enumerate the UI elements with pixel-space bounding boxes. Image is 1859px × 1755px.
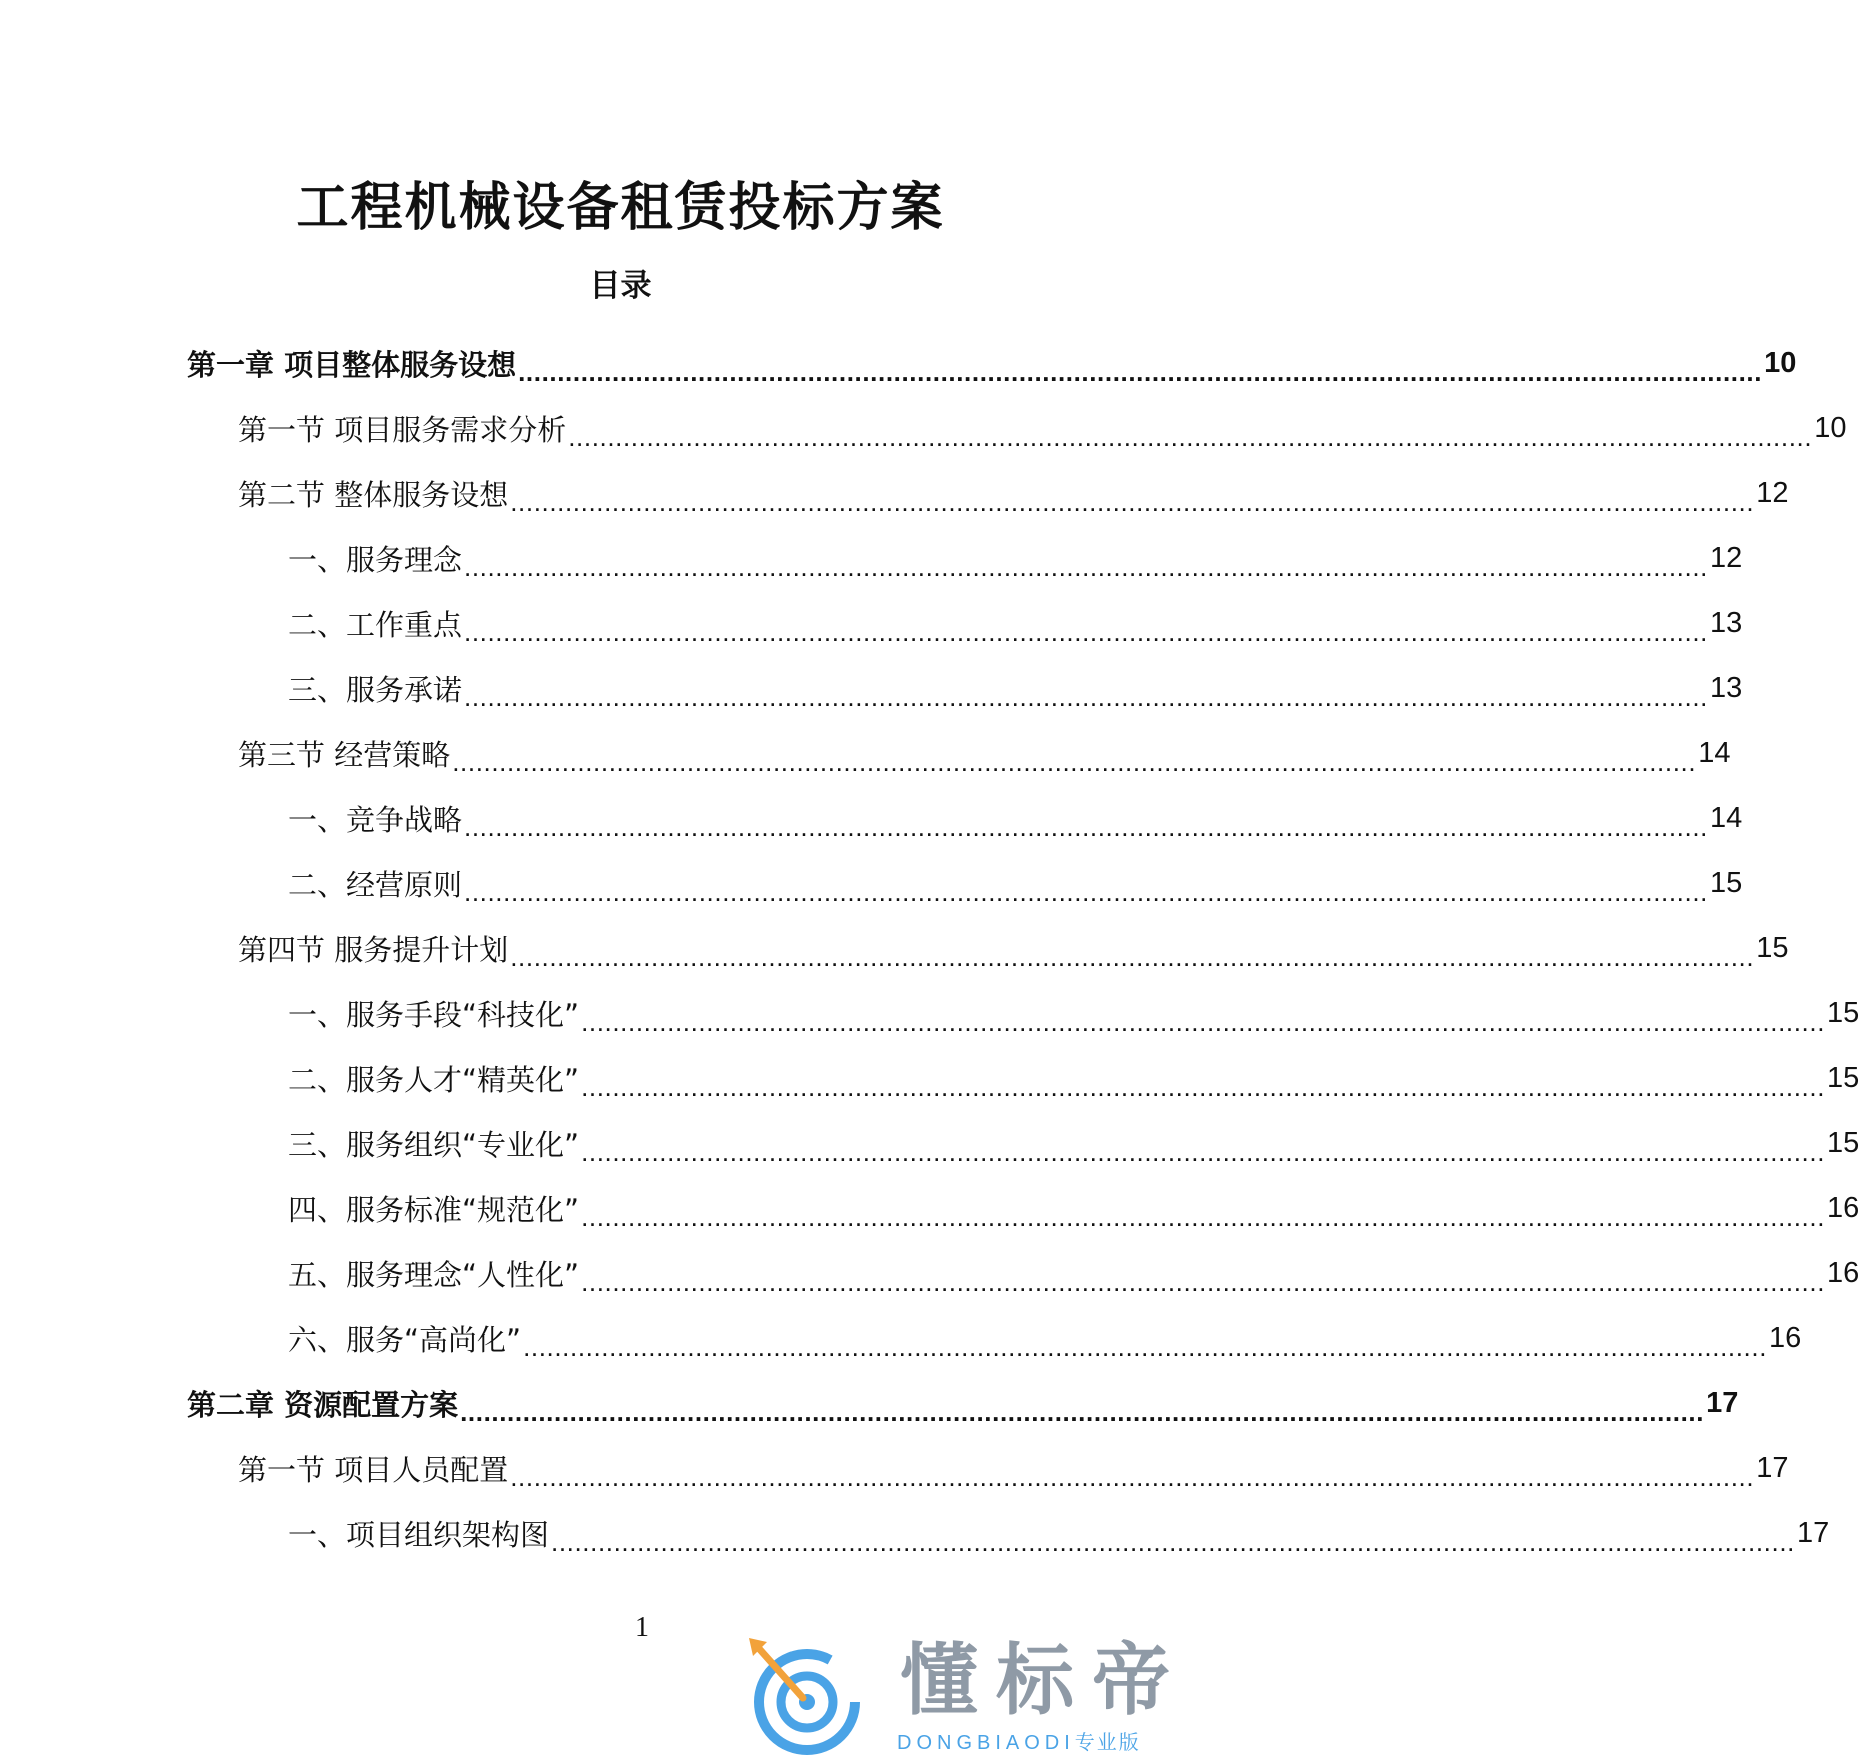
toc-entry-page: 16: [1827, 1257, 1859, 1289]
toc-entry[interactable]: [187, 461, 1789, 526]
toc-entry-label: 第一章 项目整体服务设想: [187, 348, 517, 382]
toc-entry-label: 六、服务“高尚化”: [288, 1323, 522, 1357]
toc-entry-page: 15: [1827, 997, 1859, 1029]
toc-entry-label: 一、服务理念: [288, 543, 463, 577]
toc-leader-dots: ...............................................................................................................................................................: [452, 747, 1697, 777]
toc-entry-page: 17: [1756, 1452, 1789, 1484]
toc-entry-page: 15: [1827, 1062, 1859, 1094]
toc-leader-dots: ...............................................................................................................................................................: [464, 812, 1708, 842]
toc-entry-page: 15: [1709, 867, 1743, 899]
toc-entry-page: 17: [1796, 1517, 1830, 1549]
toc-entry[interactable]: [187, 1111, 1859, 1176]
toc-entry-page: 10: [1814, 412, 1847, 444]
toc-entry[interactable]: [187, 1176, 1859, 1241]
toc-leader-dots: ...............................................................................................................................................................: [510, 1462, 1755, 1492]
toc-entry-label: 第三节 经营策略: [238, 738, 451, 772]
toc-leader-dots: ...............................................................................................................................................................: [581, 1267, 1826, 1297]
toc-leader-dots: ...............................................................................................................................................................: [581, 1137, 1826, 1167]
toc-entry[interactable]: [187, 916, 1789, 981]
toc-leader-dots: ...............................................................................................................................................................: [518, 357, 1763, 387]
toc-entry-page: 13: [1709, 672, 1743, 704]
toc-entry-page: 15: [1827, 1127, 1859, 1159]
page-number: 1: [635, 1612, 649, 1643]
toc-entry[interactable]: [187, 1371, 1739, 1436]
toc-leader-dots: ...............................................................................................................................................................: [551, 1527, 1795, 1557]
toc-entry-label: 五、服务理念“人性化”: [288, 1258, 580, 1292]
watermark-subtitle: [897, 1726, 1141, 1755]
toc-leader-dots: ...............................................................................................................................................................: [464, 552, 1708, 582]
watermark-brand-name: 懂标帝: [900, 1636, 1189, 1726]
toc-entry-label: 一、服务手段“科技化”: [288, 998, 580, 1032]
toc-entry-label: 二、工作重点: [288, 608, 463, 642]
toc-leader-dots: ...............................................................................................................................................................: [523, 1332, 1768, 1362]
toc-leader-dots: ...............................................................................................................................................................: [510, 487, 1755, 517]
toc-leader-dots: ...............................................................................................................................................................: [460, 1397, 1705, 1427]
toc-entry[interactable]: [187, 1501, 1830, 1566]
toc-entry-label: 二、服务人才“精英化”: [288, 1063, 580, 1097]
toc-entry[interactable]: [187, 526, 1743, 591]
toc-heading: 目录: [589, 268, 652, 304]
toc-leader-dots: ...............................................................................................................................................................: [581, 1072, 1826, 1102]
toc-entry-label: 第二节 整体服务设想: [238, 478, 509, 512]
watermark-pinyin: DONGBIAODI: [897, 1732, 1075, 1754]
toc-entry[interactable]: [187, 786, 1743, 851]
toc-entry[interactable]: [187, 721, 1731, 786]
target-arrow-icon: [745, 1636, 865, 1754]
toc-entry-label: 一、竞争战略: [288, 803, 463, 837]
toc-entry[interactable]: [187, 396, 1847, 461]
toc-entry-label: 第一节 项目人员配置: [238, 1453, 509, 1487]
toc-entry[interactable]: [187, 851, 1743, 916]
table-of-contents: [187, 331, 1859, 1566]
toc-entry-page: 14: [1709, 802, 1743, 834]
toc-entry-page: 14: [1698, 737, 1731, 769]
toc-entry-label: 第四节 服务提升计划: [238, 933, 509, 967]
toc-entry-page: 15: [1756, 932, 1789, 964]
toc-entry-label: 四、服务标准“规范化”: [288, 1193, 580, 1227]
toc-entry-page: 12: [1756, 477, 1789, 509]
toc-entry[interactable]: [187, 1306, 1802, 1371]
toc-entry-label: 二、经营原则: [288, 868, 463, 902]
toc-entry[interactable]: [187, 656, 1743, 721]
toc-entry[interactable]: [187, 1436, 1789, 1501]
toc-leader-dots: ...............................................................................................................................................................: [464, 617, 1708, 647]
toc-entry-label: 第二章 资源配置方案: [187, 1388, 459, 1422]
toc-leader-dots: ...............................................................................................................................................................: [464, 877, 1708, 907]
toc-leader-dots: ...............................................................................................................................................................: [464, 682, 1708, 712]
toc-leader-dots: ...............................................................................................................................................................: [581, 1202, 1826, 1232]
document-title: 工程机械设备租赁投标方案: [296, 178, 945, 238]
toc-entry-page: 16: [1769, 1322, 1802, 1354]
toc-entry-page: 16: [1827, 1192, 1859, 1224]
toc-entry-label: 第一节 项目服务需求分析: [238, 413, 567, 447]
toc-entry[interactable]: [187, 1046, 1859, 1111]
toc-entry-page: 10: [1764, 347, 1797, 379]
toc-entry[interactable]: [187, 591, 1743, 656]
toc-entry-page: 13: [1709, 607, 1743, 639]
toc-entry-label: 一、项目组织架构图: [288, 1518, 550, 1552]
toc-entry[interactable]: [187, 1241, 1859, 1306]
toc-entry[interactable]: [187, 331, 1797, 396]
toc-leader-dots: ...............................................................................................................................................................: [568, 422, 1813, 452]
toc-entry-label: 三、服务组织“专业化”: [288, 1128, 580, 1162]
toc-entry-page: 12: [1709, 542, 1743, 574]
toc-entry-label: 三、服务承诺: [288, 673, 463, 707]
toc-entry[interactable]: [187, 981, 1859, 1046]
toc-leader-dots: ...............................................................................................................................................................: [581, 1007, 1826, 1037]
toc-leader-dots: ...............................................................................................................................................................: [510, 942, 1755, 972]
watermark-edition: 专业版: [1074, 1730, 1141, 1754]
watermark: [745, 1636, 1235, 1754]
toc-entry-page: 17: [1706, 1387, 1739, 1419]
